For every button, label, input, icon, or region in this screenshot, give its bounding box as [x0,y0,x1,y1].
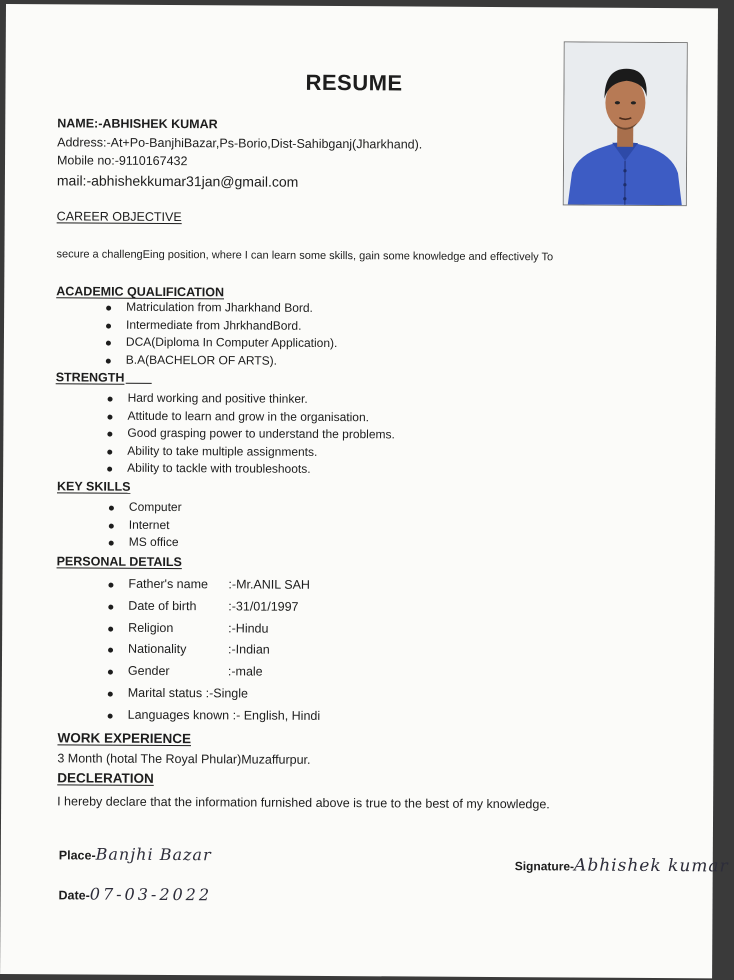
detail-value: :-Single [205,686,249,701]
academic-list [104,299,338,371]
list-item [106,639,321,662]
date-line [59,884,213,904]
person-portrait-icon [564,42,687,205]
list-item: Ability to tackle with troubleshoots. [105,460,395,479]
list-item: MS office [107,534,182,552]
resume-page [0,4,729,978]
detail-value: :-31/01/1997 [228,599,299,614]
date-label: Date- [58,888,90,903]
declaration-heading: DECLERATION [57,770,154,786]
list-item: B.A(BACHELOR OF ARTS). [104,351,338,370]
detail-value: :-Hindu [228,620,269,636]
list-item [106,574,321,597]
key-skills-heading: KEY SKILLS [57,479,131,494]
personal-details-list [106,574,321,728]
career-objective-heading: CAREER OBJECTIVE [56,209,182,225]
place-label: Place- [58,848,96,863]
list-item: DCA(Diploma In Computer Application). [104,334,338,353]
key-skills-list [107,499,182,552]
work-experience-text: 3 Month (hotal The Royal Phular)Muzaffurpur. [57,751,311,767]
profile-photo [563,41,688,206]
list-item: Ability to take multiple assignments. [105,442,395,461]
place-line [59,844,212,864]
applicant-name: NAME:-ABHISHEK KUMAR [57,116,218,132]
detail-value: :- English, Hindi [232,708,321,723]
detail-value: :-Indian [228,642,270,658]
mobile-line: Mobile no:-9110167432 [57,153,188,169]
declaration-text: I hereby declare that the information furnished above is true to the best of my knowledge. [57,794,550,812]
resume-title: RESUME [305,69,403,96]
list-item: Hard working and positive thinker. [106,390,396,409]
list-item: Internet [107,516,182,534]
detail-label: Date of birth [128,598,197,613]
detail-value: :-male [227,664,263,679]
list-item [106,704,321,727]
strength-heading: STRENGTH [56,370,152,385]
detail-label: Languages known [127,707,230,723]
detail-label: Religion [128,620,174,635]
personal-details-heading: PERSONAL DETAILS [56,554,182,570]
list-item: Matriculation from Jharkhand Bord. [104,299,338,318]
detail-label: Father's name [128,576,209,592]
work-experience-heading: WORK EXPERIENCE [57,730,192,747]
list-item [106,661,321,684]
signature-handwritten: Abhishek kumar [574,855,729,877]
email-line: mail:-abhishekkumar31jan@gmail.com [56,172,299,190]
list-item: Intermediate from JhrkhandBord. [104,316,338,335]
list-item [106,595,321,618]
list-item [106,617,321,640]
list-item [106,683,321,706]
date-handwritten: 07-03-2022 [89,884,213,905]
detail-label: Marital status [127,685,203,701]
detail-label: Nationality [128,642,187,657]
detail-value: :-Mr.ANIL SAH [228,577,311,592]
career-objective-text: secure a challengEing position, where I can learn some skills, gain some knowledge and effectively To [56,248,554,264]
list-item: Attitude to learn and grow in the organisation. [105,407,395,426]
strength-list [105,390,395,480]
detail-label: Gender [127,663,170,679]
list-item: Good grasping power to understand the problems. [105,425,395,444]
place-handwritten: Banjhi Bazar [95,844,212,865]
signature-label: Signature- [514,859,575,874]
academic-heading: ACADEMIC QUALIFICATION [56,284,225,300]
list-item: Computer [107,499,182,517]
address-line: Address:-At+Po-BanjhiBazar,Ps-Borio,Dist-Sahibganj(Jharkhand). [57,135,423,152]
signature-line [514,855,729,877]
